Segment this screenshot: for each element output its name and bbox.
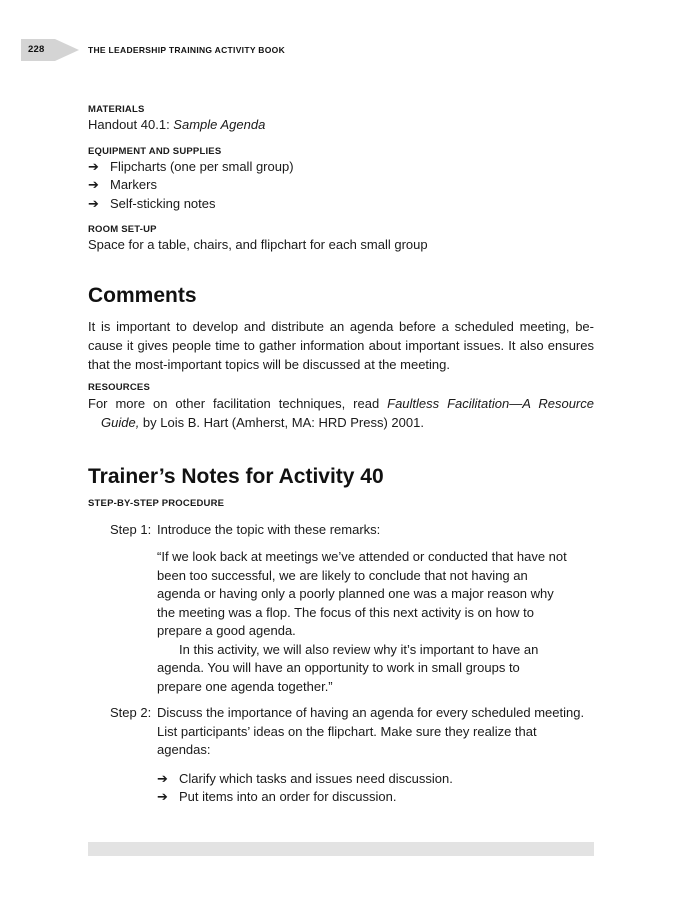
list-item xyxy=(88,158,594,177)
quote-paragraph-1: “If we look back at meetings we’ve attended or conducted that have not been too successful, we are likely to conclude that not having an agenda or having only a poorly planned one was a major reason why the meeting was a flop. The focus of this next activity is on how to prepare a good agenda. xyxy=(157,549,567,638)
step-1 xyxy=(88,521,594,540)
trainer-notes-heading: Trainer’s Notes for Activity 40 xyxy=(88,464,384,488)
resources-section xyxy=(88,381,594,432)
book-title: Faultless Facilitation—A Resource Guide, xyxy=(101,395,594,430)
procedure-label: STEP-BY-STEP PROCEDURE xyxy=(88,497,225,509)
trainer-notes-section xyxy=(88,464,594,807)
list-item-text: Put items into an order for discussion. xyxy=(179,789,397,804)
step-2-list xyxy=(88,770,594,807)
page-content xyxy=(88,103,594,807)
materials-section xyxy=(88,103,594,135)
footer-bar xyxy=(88,842,594,856)
resources-prefix: For more on other facilitation techniques, read xyxy=(88,395,388,411)
page-number: 228 xyxy=(28,44,45,55)
arrow-icon: ➔ xyxy=(88,195,99,211)
step-2 xyxy=(88,704,594,760)
arrow-icon: ➔ xyxy=(88,158,99,174)
comments-paragraph: It is important to develop and distribute an agenda before a scheduled meeting, be-cause it gives people time to gather information about important issues. It also ensures that the most-important topics will be discussed at the meeting. xyxy=(88,318,594,372)
equipment-label: EQUIPMENT AND SUPPLIES xyxy=(88,145,222,157)
equipment-section xyxy=(88,145,594,214)
quote-paragraph-2: In this activity, we will also review why it’s important to have an agenda. You will have an opportunity to work in small groups to prepare one agenda together.” xyxy=(157,641,539,694)
step-1-text: Introduce the topic with these remarks: xyxy=(157,521,381,537)
arrow-icon: ➔ xyxy=(88,177,99,192)
list-item-text: Self-sticking notes xyxy=(110,195,216,211)
materials-label: MATERIALS xyxy=(88,104,145,115)
room-setup-text: Space for a table, chairs, and flipchart for each small group xyxy=(88,237,428,252)
list-item xyxy=(88,195,594,214)
arrow-icon: ➔ xyxy=(157,789,168,804)
resources-suffix: by Lois B. Hart (Amherst, MA: HRD Press) 2001. xyxy=(139,414,424,430)
list-item xyxy=(157,770,594,789)
comments-heading: Comments xyxy=(88,283,197,307)
step-2-label: Step 2: xyxy=(110,705,152,720)
step-1-label: Step 1: xyxy=(110,521,152,537)
handout-title: Sample Agenda xyxy=(173,117,266,132)
materials-prefix: Handout 40.1: xyxy=(88,117,174,132)
list-item xyxy=(157,788,594,807)
running-title: THE LEADERSHIP TRAINING ACTIVITY BOOK xyxy=(88,45,286,55)
room-setup-label: ROOM SET-UP xyxy=(88,224,157,235)
list-item-text: Markers xyxy=(110,177,157,192)
step-2-text: Discuss the importance of having an agenda for every scheduled meeting. List participants’ ideas on the flipchart. Make sure they realize that agendas: xyxy=(157,705,585,757)
resources-text xyxy=(88,394,594,432)
comments-section xyxy=(88,283,594,374)
list-item xyxy=(88,176,594,195)
materials-text xyxy=(88,116,594,135)
list-item-text: Clarify which tasks and issues need discussion. xyxy=(179,770,453,786)
arrow-icon: ➔ xyxy=(157,770,168,786)
resources-label: RESOURCES xyxy=(88,381,150,393)
step-1-quote xyxy=(157,548,567,696)
room-setup-section xyxy=(88,223,594,255)
list-item-text: Flipcharts (one per small group) xyxy=(110,158,294,174)
